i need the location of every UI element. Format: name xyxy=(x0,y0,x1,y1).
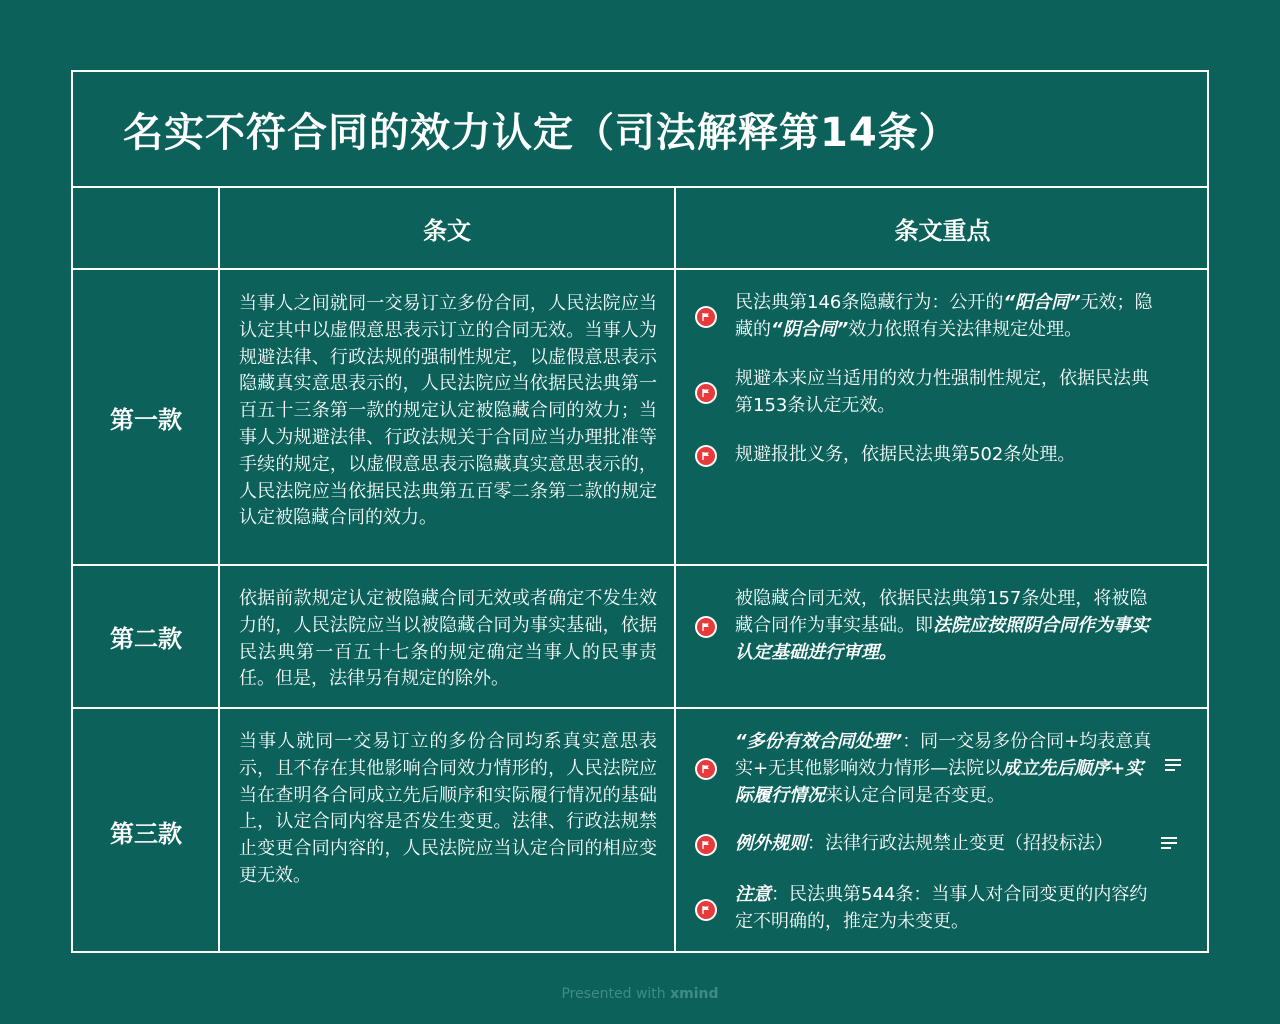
xmind-logo-text: xmind xyxy=(670,986,719,1002)
point-text: 民法典第146条隐藏行为：公开的“阳合同”无效；隐藏的“阴合同”效力依照有关法律规定处理。 xyxy=(735,292,1153,340)
comparison-table xyxy=(71,70,1209,953)
row-label-3: 第三款 xyxy=(110,819,182,848)
flag-icon xyxy=(695,306,717,328)
page-title: 名实不符合同的效力认定（司法解释第14条） xyxy=(73,72,1207,188)
flag-icon xyxy=(695,899,717,921)
notes-icon[interactable] xyxy=(1161,837,1177,849)
point-text: 规避本来应当适用的效力性强制性规定，依据民法典第153条认定无效。 xyxy=(735,368,1149,416)
flag-icon xyxy=(695,382,717,404)
row-label-1: 第一款 xyxy=(110,405,182,434)
article-text-2: 依据前款规定认定被隐藏合同无效或者确定不发生效力的，人民法院应当以被隐藏合同为事实基础，依据民法典第一百五十七条的规定确定当事人的民事责任。但是，法律另有规定的除外。 xyxy=(239,588,657,690)
point-text: 被隐藏合同无效，依据民法典第157条处理，将被隐藏合同作为事实基础。即法院应按照阴合同作为事实认定基础进行审理。 xyxy=(735,588,1149,663)
point-text: “多份有效合同处理”：同一交易多份合同+均表意真实+无其他影响效力情形—法院以成立先后顺序+实际履行情况来认定合同是否变更。 xyxy=(735,731,1152,806)
flag-icon xyxy=(695,616,717,638)
notes-icon[interactable] xyxy=(1165,759,1181,771)
point-text: 规避报批义务，依据民法典第502条处理。 xyxy=(735,444,1076,465)
presented-with-footer[interactable]: Presented with xmind xyxy=(561,986,719,1002)
header-article: 条文 xyxy=(423,216,471,245)
flag-icon xyxy=(695,445,717,467)
points-list-2 xyxy=(677,566,1197,707)
flag-icon xyxy=(695,758,717,780)
article-text-1: 当事人之间就同一交易订立多份合同，人民法院应当认定其中以虚假意思表示订立的合同无效。当事人为规避法律、行政法规的强制性规定，以虚假意思表示隐藏真实意思表示的，人民法院应当依据民法典第一百五十三条第一款的规定认定被隐藏合同的效力；当事人为规避法律、行政法规关于合同应当办理批准等手续的规定，以虚假意思表示隐藏真实意思表示的，人民法院应当依据民法典第五百零二条第二款的规定认定被隐藏合同的效力。 xyxy=(239,293,657,529)
points-list-3 xyxy=(677,709,1197,953)
header-points: 条文重点 xyxy=(894,216,991,245)
article-text-3: 当事人就同一交易订立的多份合同均系真实意思表示，且不存在其他影响合同效力情形的，人民法院应当在查明各合同成立先后顺序和实际履行情况的基础上，认定合同内容是否发生变更。法律、行政法规禁止变更合同内容的，人民法院应当认定合同的相应变更无效。 xyxy=(239,731,657,886)
points-list-1 xyxy=(677,270,1197,564)
flag-icon xyxy=(695,834,717,856)
point-text: 注意：民法典第544条：当事人对合同变更的内容约定不明确的，推定为未变更。 xyxy=(735,884,1148,932)
row-label-2: 第二款 xyxy=(110,625,182,653)
point-text: 例外规则：法律行政法规禁止变更（招投标法） xyxy=(735,833,1113,854)
column-divider xyxy=(674,188,676,953)
